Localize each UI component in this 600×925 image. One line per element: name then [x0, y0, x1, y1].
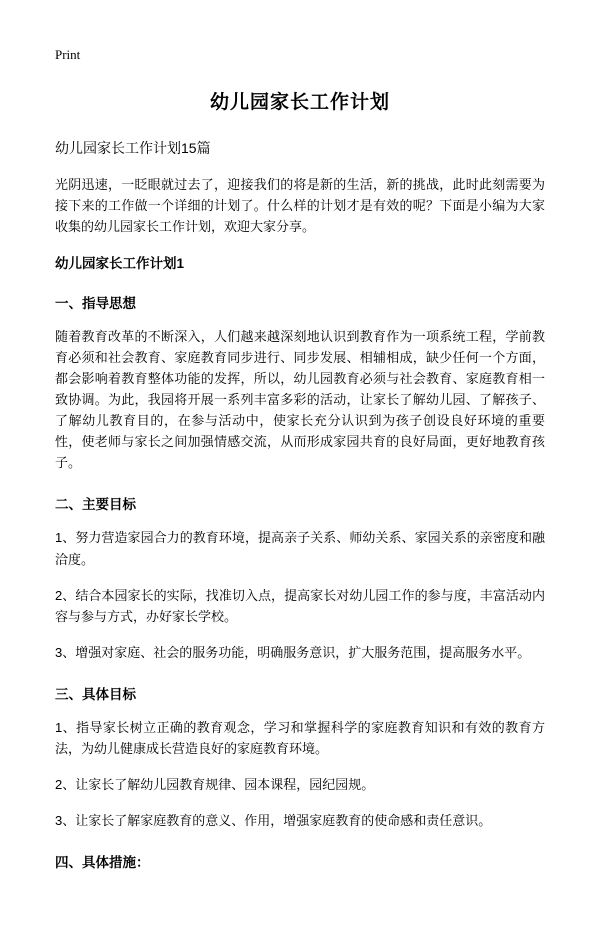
- print-button[interactable]: Print: [55, 47, 81, 62]
- plan-section-title: 幼儿园家长工作计划1: [55, 256, 185, 272]
- paragraph-main-goal-3: 3、增强对家庭、社会的服务功能，明确服务意识，扩大服务范围，提高服务水平。: [55, 644, 531, 660]
- section-heading-specific-measures: 四、具体措施：: [55, 854, 150, 870]
- section-heading-specific-goals: 三、具体目标: [55, 686, 136, 702]
- paragraph-main-goal-1: 1、努力营造家园合力的教育环境，提高亲子关系、师幼关系、家园关系的亲密度和融洽度。: [55, 530, 545, 567]
- paragraph-main-goal-2: 2、结合本园家长的实际，找准切入点，提高家长对幼儿园工作的参与度，丰富活动内容与参与方式，办好家长学校。: [55, 587, 545, 624]
- paragraph-specific-goal-1: 1、指导家长树立正确的教育观念，学习和掌握科学的家庭教育知识和有效的教育方法，为幼儿健康成长营造良好的家庭教育环境。: [55, 719, 545, 756]
- paragraph-specific-goal-3: 3、让家长了解家庭教育的意义、作用，增强家庭教育的使命感和责任意识。: [55, 812, 492, 828]
- section-heading-guiding-ideology: 一、指导思想: [55, 296, 136, 312]
- intro-paragraph: 光阴迅速，一眨眼就过去了，迎接我们的将是新的生活，新的挑战，此时此刻需要为接下来的工作做一个详细的计划了。什么样的计划才是有效的呢？下面是小编为大家收集的幼儿园家长工作计划，欢迎大家分享。: [55, 177, 545, 235]
- section-heading-main-goals: 二、主要目标: [55, 497, 136, 513]
- paragraph-specific-goal-2: 2、让家长了解幼儿园教育规律、园本课程，园纪园规。: [55, 776, 375, 792]
- paragraph-guiding-ideology: 随着教育改革的不断深入，人们越来越深刻地认识到教育作为一项系统工程，学前教育必须和社会教育、家庭教育同步进行、同步发展、相辅相成，缺少任何一个方面，都会影响着教育整体功能的发挥，所以，幼儿园教育必须与社会教育、家庭教育相一致协调。为此，我园将开展一系列丰富多彩的活动，让家长了解幼儿园、了解孩子、了解幼儿教育目的，在参与活动中，使家长充分认识到为孩子创设良好环境的重要性，使老师与家长之间加强情感交流，从而形成家园共育的良好局面，更好地教育孩子。: [55, 329, 545, 471]
- document-subtitle: 幼儿园家长工作计划15篇: [55, 140, 211, 156]
- document-title: 幼儿园家长工作计划: [209, 92, 390, 113]
